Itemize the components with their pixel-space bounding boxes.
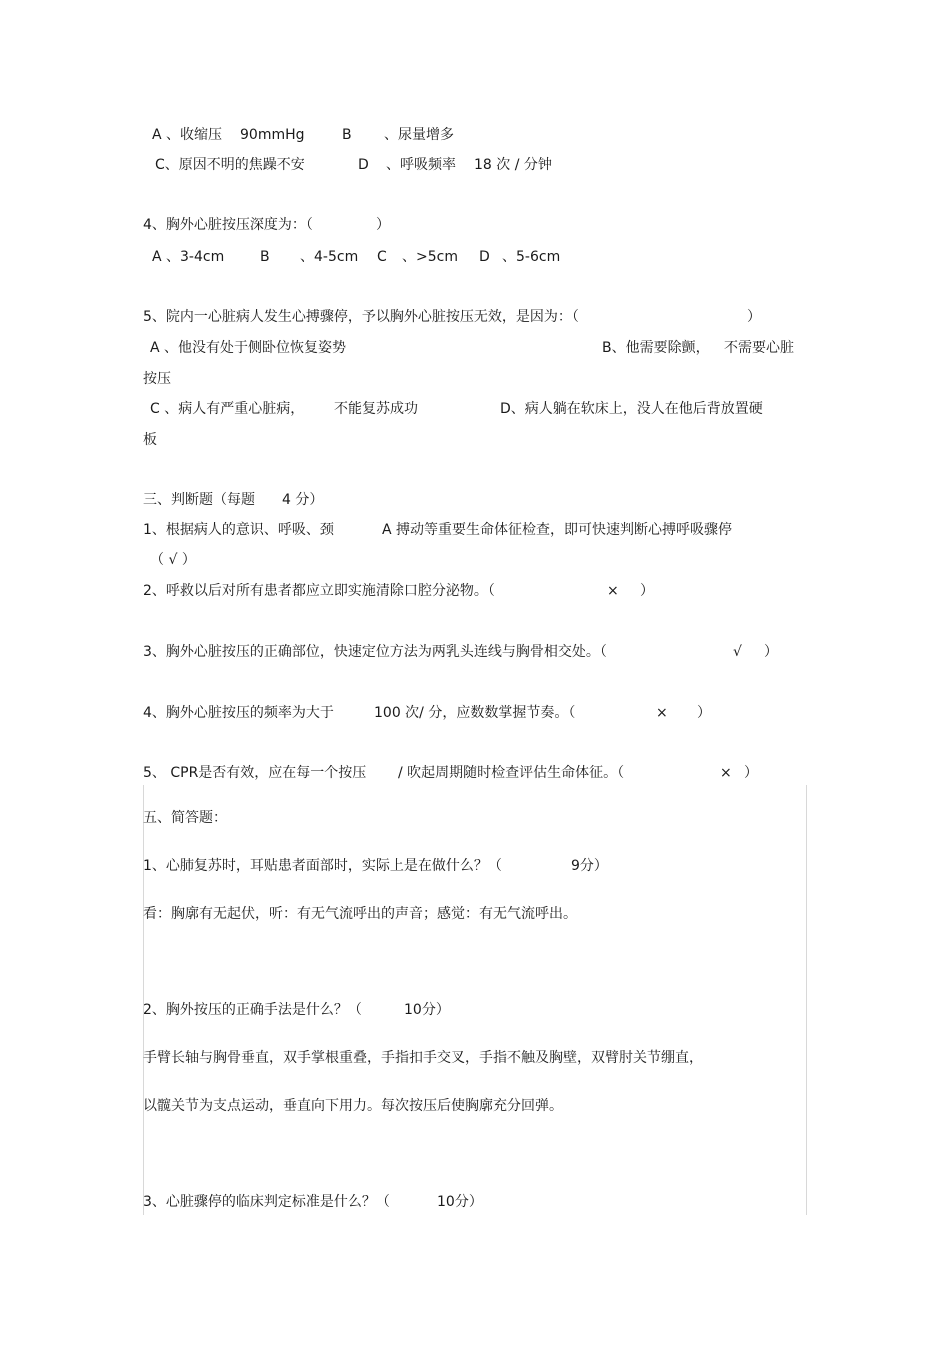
tf5-text-b: / 吹起周期随时检查评估生命体征。（ (398, 765, 625, 781)
q5-stem: 5、院内一心脏病人发生心搏骤停，予以胸外心脏按压无效，是因为：（ (143, 309, 579, 325)
tf1-text-a: 1、根据病人的意识、呼吸、颈 (143, 522, 334, 538)
page-border-left (143, 785, 144, 1215)
tf2-answer: × (607, 583, 619, 599)
q5-option-c: C 、病人有严重心脏病， (150, 401, 305, 417)
tf4-answer: × (656, 705, 668, 721)
tf5-answer: × (720, 765, 732, 781)
q3-option-b-letter: B (342, 127, 352, 143)
q4-stem: 4、胸外心脏按压深度为：（ (143, 217, 313, 233)
q4-option-c-text: 、>5cm (402, 249, 458, 265)
q3-option-d-text: 、呼吸频率 (386, 157, 456, 173)
tf4-close-paren: ） (697, 705, 711, 721)
q3-option-d-value: 18 次 / 分钟 (474, 157, 552, 173)
q3-option-a-value: 90mmHg (240, 127, 305, 143)
short-answer-1-score: 9分） (571, 858, 608, 874)
short-answer-2-answer-line2: 以髋关节为支点运动，垂直向下用力。每次按压后使胸廓充分回弹。 (143, 1098, 563, 1114)
short-answer-1-answer: 看：胸廓有无起伏，听：有无气流呼出的声音；感觉：有无气流呼出。 (143, 906, 577, 922)
q4-option-d-text: 、5-6cm (502, 249, 561, 265)
short-answer-3-question: 3、心脏骤停的临床判定标准是什么？（ (143, 1194, 390, 1210)
tf3-answer: √ (733, 644, 742, 660)
q4-option-a: A 、3-4cm (152, 249, 225, 265)
tf2-text: 2、呼救以后对所有患者都应立即实施清除口腔分泌物。（ (143, 583, 495, 599)
section-3-title: 三、判断题（每题 (143, 492, 255, 508)
short-answer-3-score: 10分） (437, 1194, 483, 1210)
section-3-score: 4 分） (282, 492, 324, 508)
page-border-right (806, 785, 807, 1215)
q5-option-d-wrap: 板 (143, 432, 157, 448)
q5-option-c-cont: 不能复苏成功 (334, 401, 418, 417)
q4-option-c-letter: C (377, 249, 387, 265)
short-answer-1-question: 1、心肺复苏时，耳贴患者面部时，实际上是在做什么？（ (143, 858, 502, 874)
q3-option-d-letter: D (358, 157, 369, 173)
q5-close-paren: ） (747, 309, 761, 325)
short-answer-2-question: 2、胸外按压的正确手法是什么？（ (143, 1002, 362, 1018)
q5-option-b: B、他需要除颤， (602, 340, 710, 356)
q5-option-b-cont: 不需要心脏 (724, 340, 794, 356)
q5-option-d: D、病人躺在软床上，没人在他后背放置硬 (500, 401, 763, 417)
tf3-text: 3、胸外心脏按压的正确部位，快速定位方法为两乳头连线与胸骨相交处。（ (143, 644, 607, 660)
tf1-text-b: A 搏动等重要生命体征检查，即可快速判断心搏呼吸骤停 (382, 522, 733, 538)
q4-option-b-text: 、4-5cm (300, 249, 359, 265)
short-answer-2-score: 10分） (404, 1002, 450, 1018)
q4-close-paren: ） (376, 217, 390, 233)
tf4-text-b: 100 次/ 分，应数数掌握节奏。（ (374, 705, 576, 721)
tf1-answer: （ √ ） (150, 552, 196, 568)
q5-option-b-wrap: 按压 (143, 371, 171, 387)
q3-option-c: C、原因不明的焦躁不安 (155, 157, 305, 173)
tf2-close-paren: ） (640, 583, 654, 599)
q4-option-d-letter: D (479, 249, 490, 265)
tf4-text-a: 4、胸外心脏按压的频率为大于 (143, 705, 334, 721)
q3-option-a-label: A 、收缩压 (152, 127, 223, 143)
tf5-close-paren: ） (744, 765, 758, 781)
tf3-close-paren: ） (764, 644, 778, 660)
q3-option-b-text: 、尿量增多 (384, 127, 454, 143)
q4-option-b-letter: B (260, 249, 270, 265)
section-5-title: 五、简答题： (143, 810, 227, 826)
tf5-text-a: 5、 CPR是否有效，应在每一个按压 (143, 765, 367, 781)
short-answer-2-answer-line1: 手臂长轴与胸骨垂直，双手掌根重叠，手指扣手交叉，手指不触及胸壁，双臂肘关节绷直， (143, 1050, 703, 1066)
q5-option-a: A 、他没有处于侧卧位恢复姿势 (150, 340, 347, 356)
